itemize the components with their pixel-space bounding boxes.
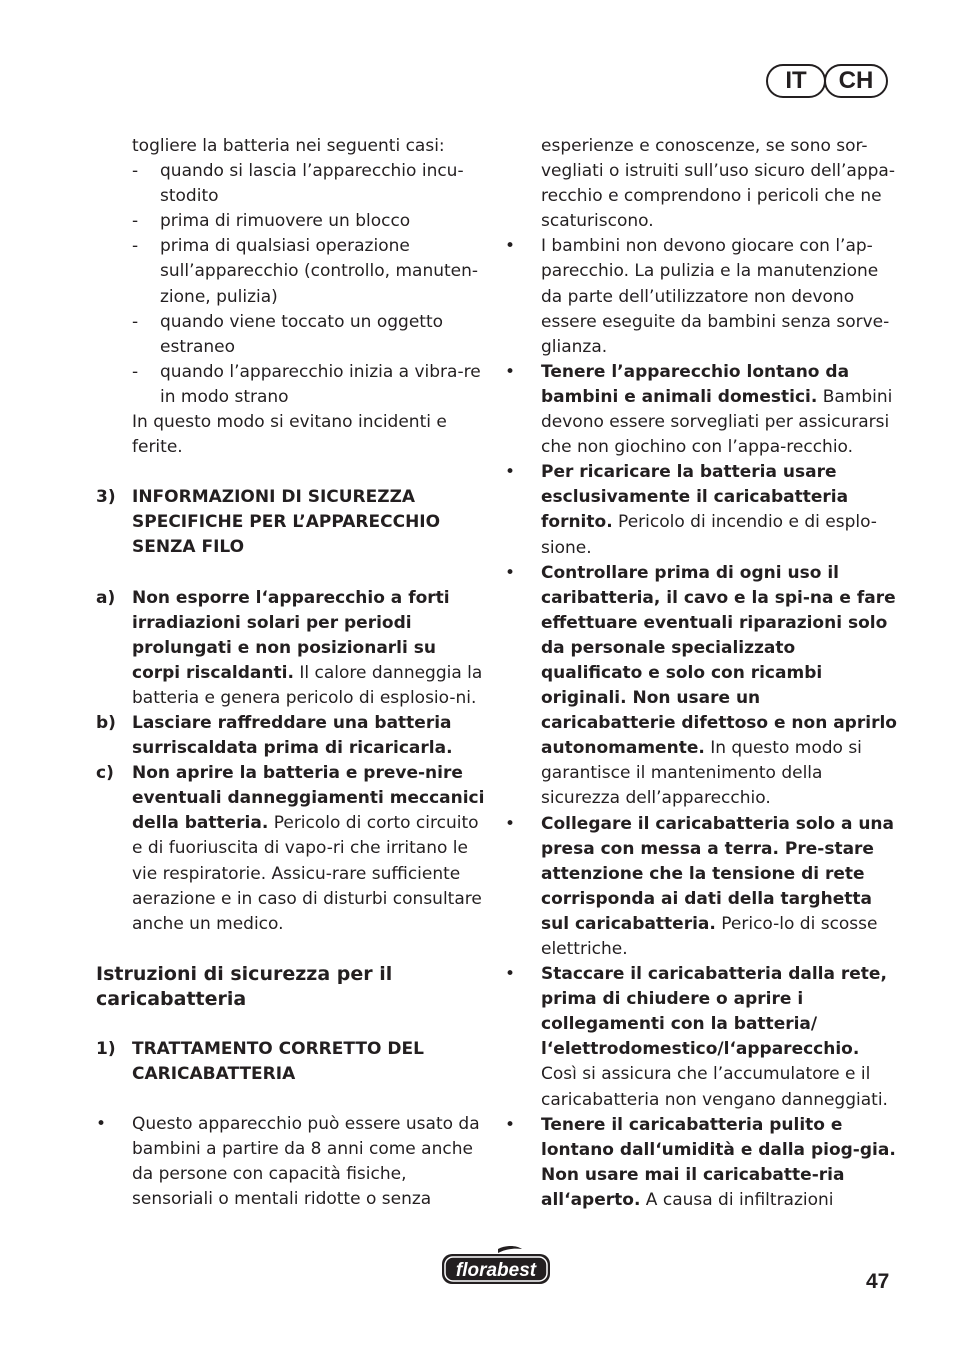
intro-text: togliere la batteria nei seguenti casi: xyxy=(132,136,445,156)
right-column xyxy=(505,134,900,1213)
list-item: - prima di rimuovere un blocco xyxy=(132,211,411,232)
left-column xyxy=(96,134,486,1212)
list-item: • Collegare il caricabatteria solo a una presa con messa a terra. Pre-stare attenzione che la tensione di rete corrisponda ai dati della targhetta sul caricabatteria. Perico-lo di scosse elettriche. xyxy=(505,813,895,959)
page-number: 47 xyxy=(866,1270,890,1293)
list-item: • Questo apparecchio può essere usato da bambini a partire da 8 anni come anche da persone con capacità fisiche, sensoriali o mentali ridotte o senza xyxy=(96,1114,480,1210)
list-item: • Controllare prima di ogni uso il caribatteria, il cavo e la spi-na e fare effettuare eventuali riparazioni solo da personale specializzato qualificato e solo con ricambi originali. Non usare un caricabatterie difettoso e non aprirlo autonomamente. In questo modo si garantisce il mantenimento della sicurezza dell’apparecchio. xyxy=(505,562,897,809)
list-item: • Staccare il caricabatteria dalla rete, prima di chiudere o aprire i collegamenti con la batteria/ l‘elettrodomestico/l‘apparecchio. Così si assicura che l’accumulatore e il caricabatteria non vengano danneggiati. xyxy=(505,964,888,1110)
list-item: a) Non esporre l‘apparecchio a forti irradiazioni solari per periodi prolungati e non posizionarli su corpi riscaldanti. Il calore danneggia la batteria e genera pericolo di esplosio-ni. xyxy=(96,587,483,708)
list-item: - prima di qualsiasi operazione sull’apparecchio (controllo, manuten-zione, pulizia) xyxy=(132,236,479,307)
list-item: • Tenere il caricabatteria pulito e lontano dall‘umidità e dalla piog-gia. Non usare mai il caricabatte-ria all‘aperto. A causa di infiltrazioni xyxy=(505,1114,896,1210)
section-1-heading: 1) TRATTAMENTO CORRETTO DEL CARICABATTERIA xyxy=(96,1038,424,1084)
continuation-text: esperienze e conoscenze, se sono sor-vegliati o istruiti sull’uso sicuro dell’appa-recchio e comprendono i pericoli che ne scaturiscono. xyxy=(541,136,895,232)
section-3-heading: 3) INFORMAZIONI DI SICUREZZA SPECIFICHE PER L’APPARECCHIO SENZA FILO xyxy=(96,487,441,558)
list-item: c) Non aprire la batteria e preve-nire eventuali danneggiamenti meccanici della batteria. Pericolo di corto circuito e di fuoriuscita di vapo-ri che irritano le vie respiratorie. Assicu-rare sufficiente aerazione e in caso di disturbi consultare anche un medico. xyxy=(96,763,485,934)
language-badge-ch: CH xyxy=(824,64,888,98)
outro-text: In questo modo si evitano incidenti e ferite. xyxy=(132,412,447,458)
list-item: • Tenere l’apparecchio lontano da bambini e animali domestici. Bambini devono essere sorvegliati per assicurarsi che non giochino con l’appa-recchio. xyxy=(505,361,893,458)
list-item: - quando viene toccato un oggetto estraneo xyxy=(132,311,444,357)
florabest-logo xyxy=(440,1245,552,1287)
list-item: b) Lasciare raffreddare una batteria surriscaldata prima di ricaricarla. xyxy=(96,712,453,759)
list-item: • I bambini non devono giocare con l’ap-parecchio. La pulizia e la manutenzione da parte dell’utilizzatore non devono essere eseguite da bambini senza sorve-glianza. xyxy=(505,236,890,357)
list-item: - quando si lascia l’apparecchio incu-stodito xyxy=(132,161,464,207)
list-item: - quando l’apparecchio inizia a vibra-re in modo strano xyxy=(132,361,481,407)
charger-heading: Istruzioni di sicurezza per il caricabatteria xyxy=(96,962,393,1010)
list-item: • Per ricaricare la batteria usare esclusivamente il caricabatteria fornito. Pericolo di incendio e di esplo-sione. xyxy=(505,462,877,558)
logo-text: florabest xyxy=(455,1260,537,1281)
language-badge-it: IT xyxy=(766,64,826,98)
